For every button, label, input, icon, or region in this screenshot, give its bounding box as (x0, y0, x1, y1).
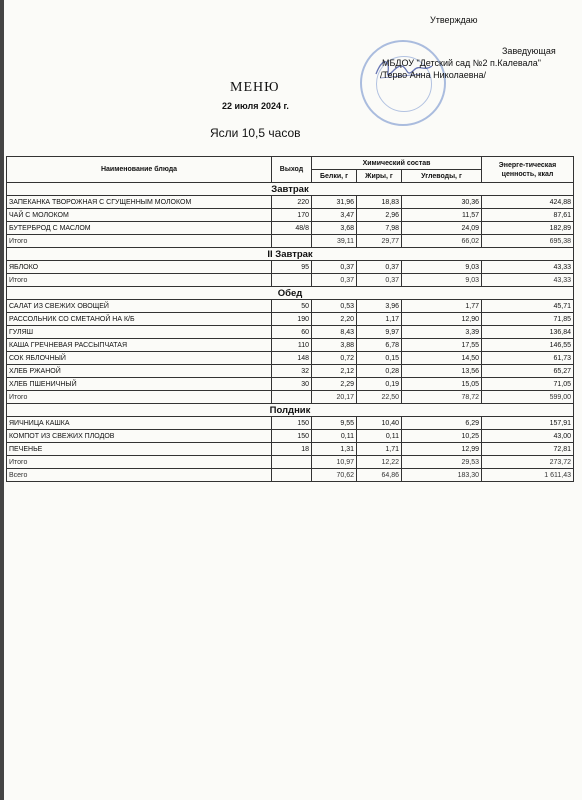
dish-cell: РАССОЛЬНИК СО СМЕТАНОЙ НА К/Б (7, 313, 272, 326)
total-carbs: 78,72 (402, 391, 482, 404)
header-protein: Белки, г (312, 170, 357, 183)
carbs-cell: 10,25 (402, 430, 482, 443)
grand-total-energy: 1 611,43 (482, 469, 574, 482)
total-output (272, 456, 312, 469)
total-label: Итого (7, 274, 272, 287)
output-cell: 150 (272, 430, 312, 443)
protein-cell: 2,12 (312, 365, 357, 378)
output-cell: 48/8 (272, 222, 312, 235)
output-cell: 148 (272, 352, 312, 365)
carbs-cell: 30,36 (402, 196, 482, 209)
total-row (7, 274, 574, 287)
carbs-cell: 11,57 (402, 209, 482, 222)
fat-cell: 0,28 (357, 365, 402, 378)
total-carbs: 9,03 (402, 274, 482, 287)
energy-cell: 87,61 (482, 209, 574, 222)
output-cell: 190 (272, 313, 312, 326)
table-row (7, 443, 574, 456)
total-row (7, 391, 574, 404)
section-header-row (7, 404, 574, 417)
total-row (7, 456, 574, 469)
section-title: Завтрак (7, 183, 574, 196)
output-cell: 170 (272, 209, 312, 222)
dish-cell: ЧАЙ С МОЛОКОМ (7, 209, 272, 222)
total-protein: 39,11 (312, 235, 357, 248)
carbs-cell: 17,55 (402, 339, 482, 352)
total-carbs: 29,53 (402, 456, 482, 469)
total-label: Итого (7, 235, 272, 248)
protein-cell: 8,43 (312, 326, 357, 339)
energy-cell: 71,85 (482, 313, 574, 326)
header-fat: Жиры, г (357, 170, 402, 183)
dish-cell: КОМПОТ ИЗ СВЕЖИХ ПЛОДОВ (7, 430, 272, 443)
table-row (7, 300, 574, 313)
carbs-cell: 12,90 (402, 313, 482, 326)
output-cell: 110 (272, 339, 312, 352)
fat-cell: 0,37 (357, 261, 402, 274)
section-title: II Завтрак (7, 248, 574, 261)
header-output: Выход (272, 157, 312, 183)
total-fat: 22,50 (357, 391, 402, 404)
output-cell: 18 (272, 443, 312, 456)
carbs-cell: 13,56 (402, 365, 482, 378)
table-row (7, 261, 574, 274)
section-title: Обед (7, 287, 574, 300)
header-chem: Химический состав (312, 157, 482, 170)
approval-title: Утверждаю (430, 15, 478, 25)
dish-cell: СОК ЯБЛОЧНЫЙ (7, 352, 272, 365)
total-label: Итого (7, 391, 272, 404)
table-row (7, 378, 574, 391)
fat-cell: 18,83 (357, 196, 402, 209)
output-cell: 95 (272, 261, 312, 274)
carbs-cell: 12,99 (402, 443, 482, 456)
output-cell: 30 (272, 378, 312, 391)
total-energy: 43,33 (482, 274, 574, 287)
table-row (7, 313, 574, 326)
energy-cell: 71,05 (482, 378, 574, 391)
dish-cell: ПЕЧЕНЬЕ (7, 443, 272, 456)
carbs-cell: 15,05 (402, 378, 482, 391)
protein-cell: 0,11 (312, 430, 357, 443)
carbs-cell: 14,50 (402, 352, 482, 365)
energy-cell: 157,91 (482, 417, 574, 430)
approval-name: /Терво Анна Николаевна/ (380, 70, 487, 80)
total-row (7, 235, 574, 248)
energy-cell: 43,00 (482, 430, 574, 443)
protein-cell: 2,29 (312, 378, 357, 391)
table-row (7, 196, 574, 209)
section-header-row (7, 248, 574, 261)
total-output (272, 274, 312, 287)
protein-cell: 0,72 (312, 352, 357, 365)
energy-cell: 136,84 (482, 326, 574, 339)
total-carbs: 66,02 (402, 235, 482, 248)
fat-cell: 0,11 (357, 430, 402, 443)
table-row (7, 326, 574, 339)
total-output (272, 235, 312, 248)
header-energy: Энерге-тическая ценность, ккал (482, 157, 574, 183)
carbs-cell: 24,09 (402, 222, 482, 235)
table-row (7, 222, 574, 235)
total-protein: 0,37 (312, 274, 357, 287)
total-energy: 599,00 (482, 391, 574, 404)
protein-cell: 1,31 (312, 443, 357, 456)
total-output (272, 391, 312, 404)
document-title: МЕНЮ (230, 80, 280, 95)
scan-edge (0, 0, 4, 800)
protein-cell: 9,55 (312, 417, 357, 430)
carbs-cell: 9,03 (402, 261, 482, 274)
document-date: 22 июля 2024 г. (222, 101, 289, 111)
dish-cell: БУТЕРБРОД С МАСЛОМ (7, 222, 272, 235)
output-cell: 60 (272, 326, 312, 339)
approval-organization: МБДОУ "Детский сад №2 п.Калевала" (382, 58, 541, 68)
energy-cell: 43,33 (482, 261, 574, 274)
protein-cell: 3,68 (312, 222, 357, 235)
table-row (7, 417, 574, 430)
approval-role: Заведующая (502, 46, 556, 56)
dish-cell: ЯИЧНИЦА КАШКА (7, 417, 272, 430)
energy-cell: 61,73 (482, 352, 574, 365)
output-cell: 150 (272, 417, 312, 430)
dish-cell: ЯБЛОКО (7, 261, 272, 274)
table-row (7, 209, 574, 222)
total-energy: 695,38 (482, 235, 574, 248)
energy-cell: 72,81 (482, 443, 574, 456)
section-header-row (7, 287, 574, 300)
energy-cell: 424,88 (482, 196, 574, 209)
energy-cell: 45,71 (482, 300, 574, 313)
total-fat: 12,22 (357, 456, 402, 469)
grand-total-carbs: 183,30 (402, 469, 482, 482)
total-energy: 273,72 (482, 456, 574, 469)
carbs-cell: 1,77 (402, 300, 482, 313)
section-title: Полдник (7, 404, 574, 417)
dish-cell: САЛАТ ИЗ СВЕЖИХ ОВОЩЕЙ (7, 300, 272, 313)
header-dish: Наименование блюда (7, 157, 272, 183)
fat-cell: 0,15 (357, 352, 402, 365)
dish-cell: ЗАПЕКАНКА ТВОРОЖНАЯ С СГУЩЕННЫМ МОЛОКОМ (7, 196, 272, 209)
age-group-title: Ясли 10,5 часов (210, 126, 301, 140)
fat-cell: 10,40 (357, 417, 402, 430)
protein-cell: 31,96 (312, 196, 357, 209)
table-row (7, 352, 574, 365)
output-cell: 220 (272, 196, 312, 209)
section-header-row (7, 183, 574, 196)
menu-body (7, 183, 574, 482)
output-cell: 32 (272, 365, 312, 378)
total-protein: 10,97 (312, 456, 357, 469)
fat-cell: 9,97 (357, 326, 402, 339)
fat-cell: 3,96 (357, 300, 402, 313)
fat-cell: 1,17 (357, 313, 402, 326)
fat-cell: 6,78 (357, 339, 402, 352)
carbs-cell: 6,29 (402, 417, 482, 430)
grand-total-fat: 64,86 (357, 469, 402, 482)
total-fat: 0,37 (357, 274, 402, 287)
table-row (7, 339, 574, 352)
fat-cell: 1,71 (357, 443, 402, 456)
protein-cell: 2,20 (312, 313, 357, 326)
dish-cell: КАША ГРЕЧНЕВАЯ РАССЫПЧАТАЯ (7, 339, 272, 352)
total-label: Итого (7, 456, 272, 469)
fat-cell: 2,96 (357, 209, 402, 222)
fat-cell: 7,98 (357, 222, 402, 235)
dish-cell: ХЛЕБ ПШЕНИЧНЫЙ (7, 378, 272, 391)
dish-cell: ГУЛЯШ (7, 326, 272, 339)
carbs-cell: 3,39 (402, 326, 482, 339)
header-carbs: Углеводы, г (402, 170, 482, 183)
energy-cell: 65,27 (482, 365, 574, 378)
total-fat: 29,77 (357, 235, 402, 248)
protein-cell: 3,47 (312, 209, 357, 222)
total-protein: 20,17 (312, 391, 357, 404)
menu-table (6, 156, 574, 482)
protein-cell: 0,53 (312, 300, 357, 313)
output-cell: 50 (272, 300, 312, 313)
fat-cell: 0,19 (357, 378, 402, 391)
grand-total-output (272, 469, 312, 482)
dish-cell: ХЛЕБ РЖАНОЙ (7, 365, 272, 378)
grand-total-protein: 70,62 (312, 469, 357, 482)
energy-cell: 146,55 (482, 339, 574, 352)
energy-cell: 182,89 (482, 222, 574, 235)
grand-total-label: Всего (7, 469, 272, 482)
table-row (7, 365, 574, 378)
table-row (7, 430, 574, 443)
protein-cell: 3,88 (312, 339, 357, 352)
grand-total-row (7, 469, 574, 482)
protein-cell: 0,37 (312, 261, 357, 274)
